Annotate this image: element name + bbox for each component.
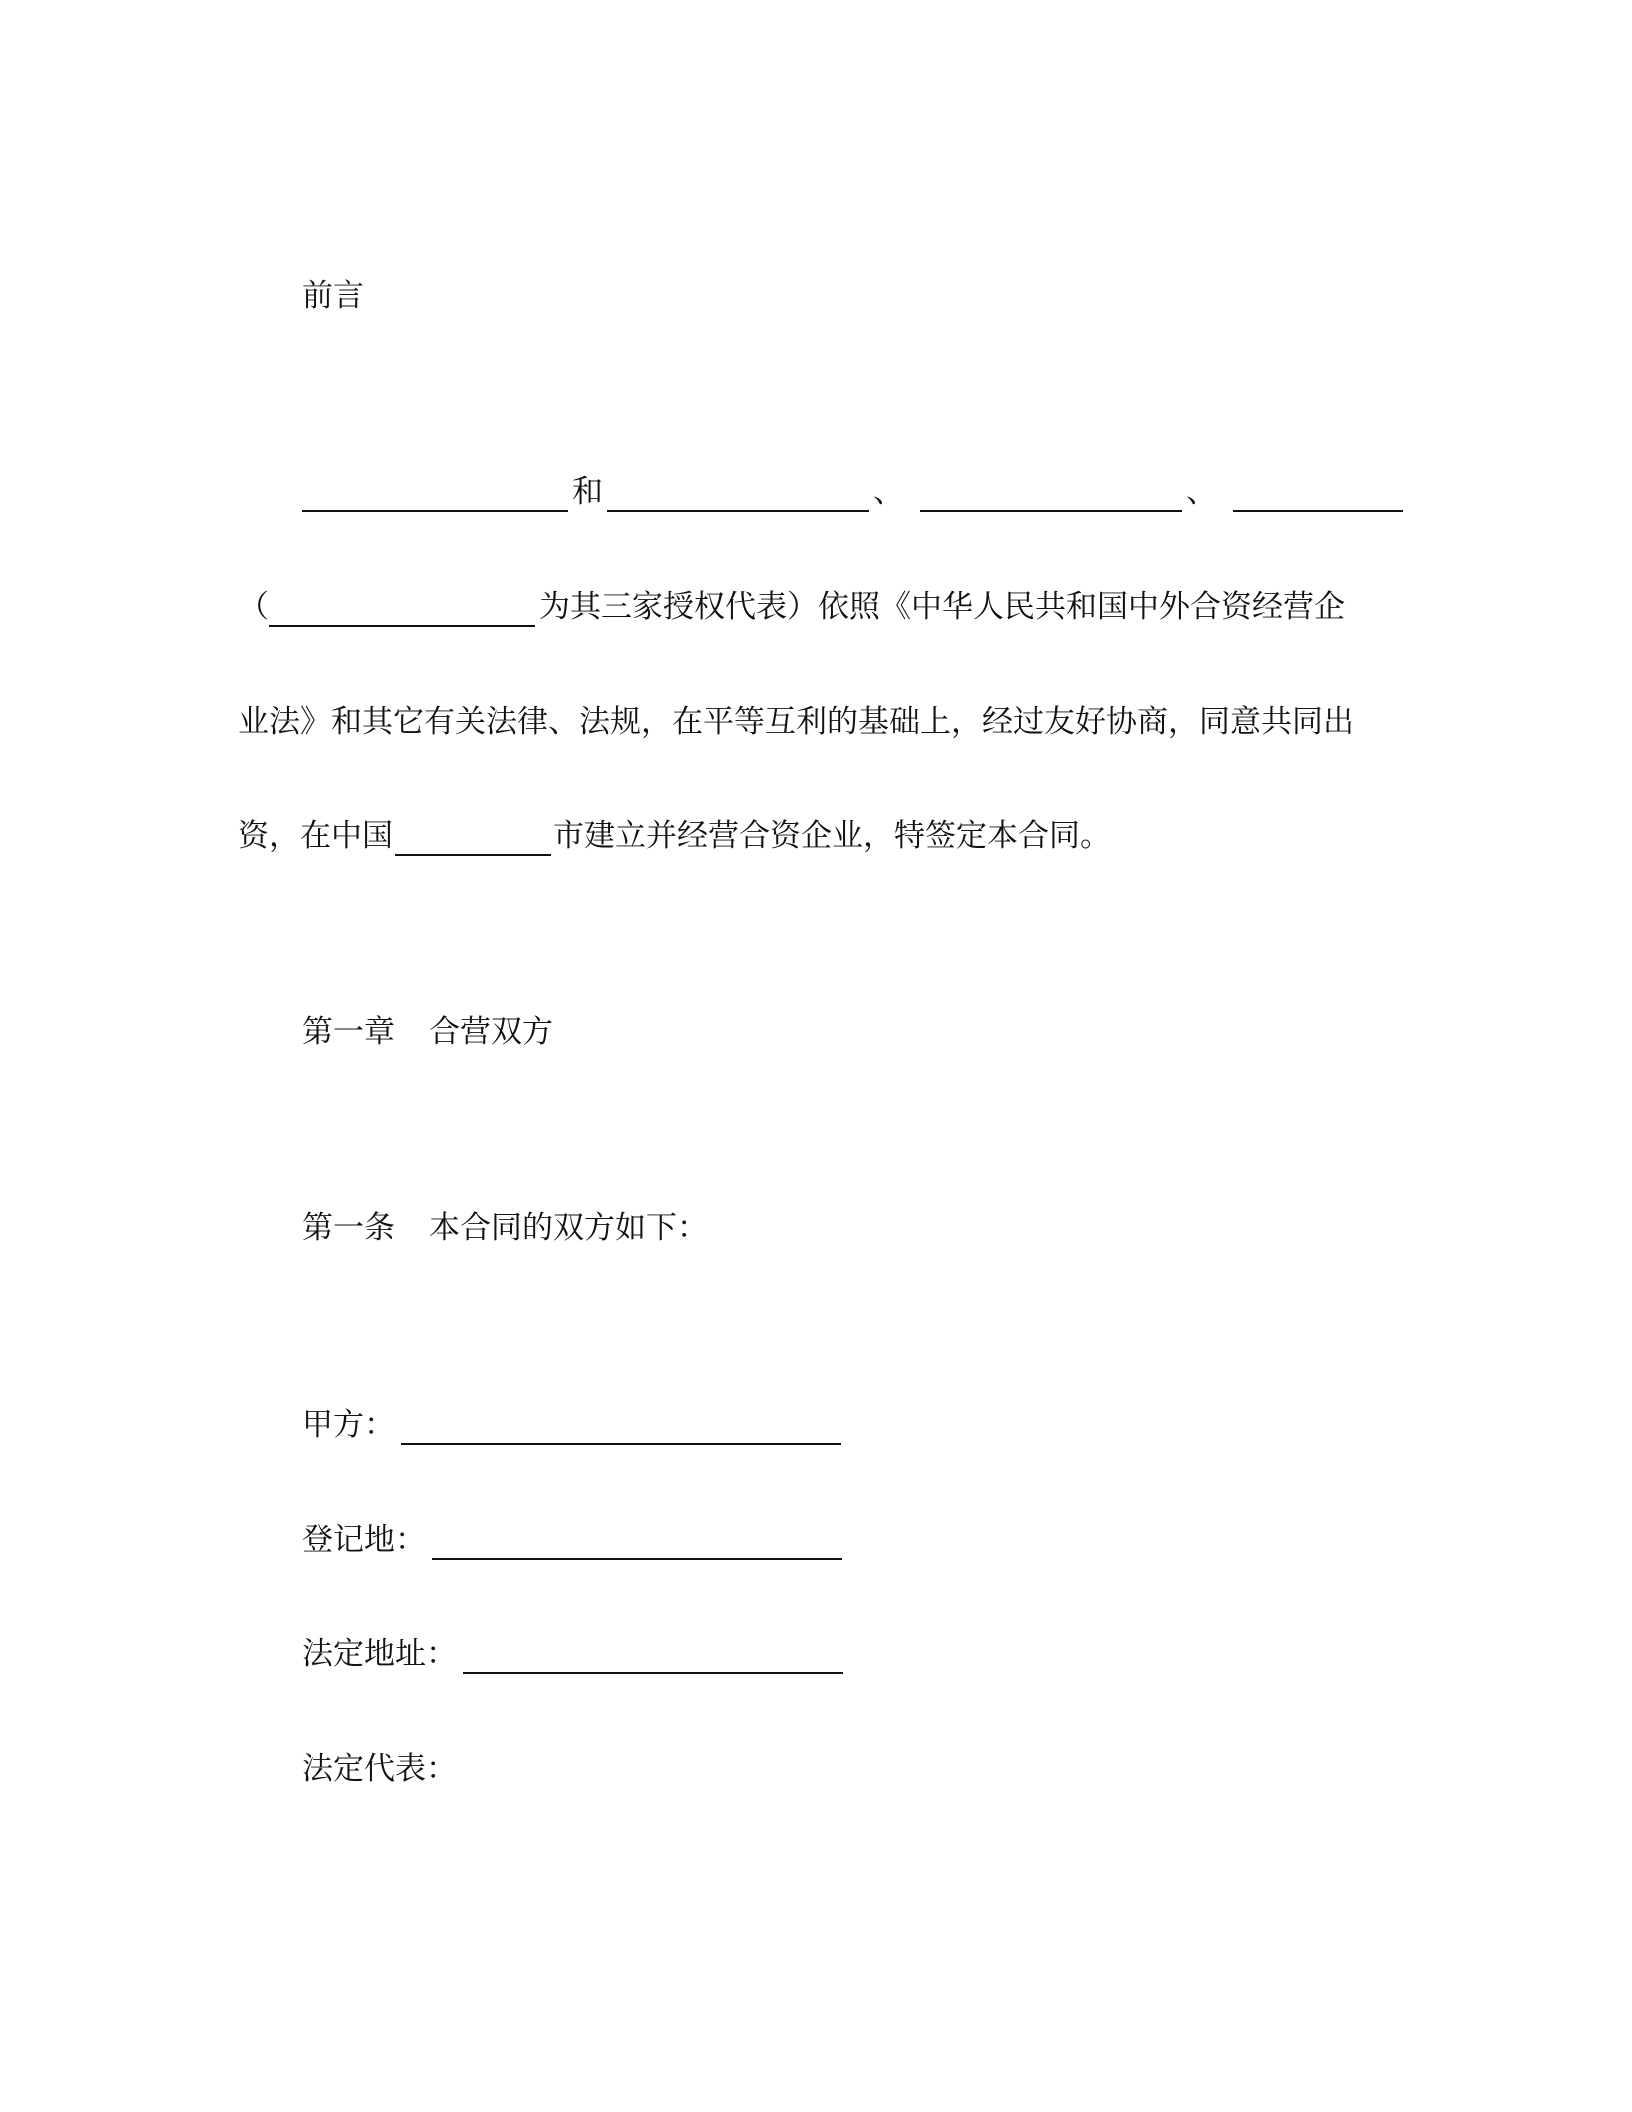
chapter-1-title: 合营双方 (429, 1014, 553, 1050)
article-1-label: 第一条 (302, 1210, 395, 1246)
separator-1: 、 (873, 474, 904, 510)
article-1-text: 本合同的双方如下： (429, 1210, 708, 1246)
preface-heading: 前言 (302, 278, 364, 314)
preface-line-4-start: 资，在中国 (238, 818, 393, 854)
chapter-1-heading (302, 1012, 553, 1052)
party-blank-4[interactable] (1233, 474, 1403, 512)
party-blank-2[interactable] (607, 474, 869, 512)
party-blank-1[interactable] (302, 474, 568, 512)
preface-line-2-text: 为其三家授权代表）依照《中华人民共和国中外合资经营企 (539, 589, 1345, 625)
open-paren: （ (238, 589, 269, 625)
and-text: 和 (572, 474, 603, 510)
chapter-1-label: 第一章 (302, 1014, 395, 1050)
preface-line-1 (302, 472, 1407, 512)
party-a-address-row (302, 1634, 847, 1674)
party-a-registration-row (302, 1520, 846, 1560)
preface-line-3: 业法》和其它有关法律、法规，在平等互利的基础上，经过友好协商，同意共同出 (238, 704, 1354, 740)
preface-line-4 (238, 816, 1111, 856)
party-a-representative-row (302, 1749, 457, 1789)
city-blank[interactable] (395, 818, 551, 856)
party-a-address-blank[interactable] (463, 1636, 843, 1674)
party-a-registration-label: 登记地： (302, 1522, 426, 1558)
party-a-registration-blank[interactable] (432, 1522, 842, 1560)
representative-blank[interactable] (269, 589, 535, 627)
party-blank-3[interactable] (920, 474, 1182, 512)
party-a-address-label: 法定地址： (302, 1636, 457, 1672)
preface-line-2 (238, 587, 1345, 627)
party-a-representative-label: 法定代表： (302, 1751, 457, 1787)
separator-2: 、 (1186, 474, 1217, 510)
party-a-name-label: 甲方： (302, 1407, 395, 1443)
party-a-name-row (302, 1405, 845, 1445)
party-a-name-blank[interactable] (401, 1407, 841, 1445)
preface-line-4-end: 市建立并经营合资企业，特签定本合同。 (553, 818, 1111, 854)
article-1 (302, 1208, 708, 1248)
